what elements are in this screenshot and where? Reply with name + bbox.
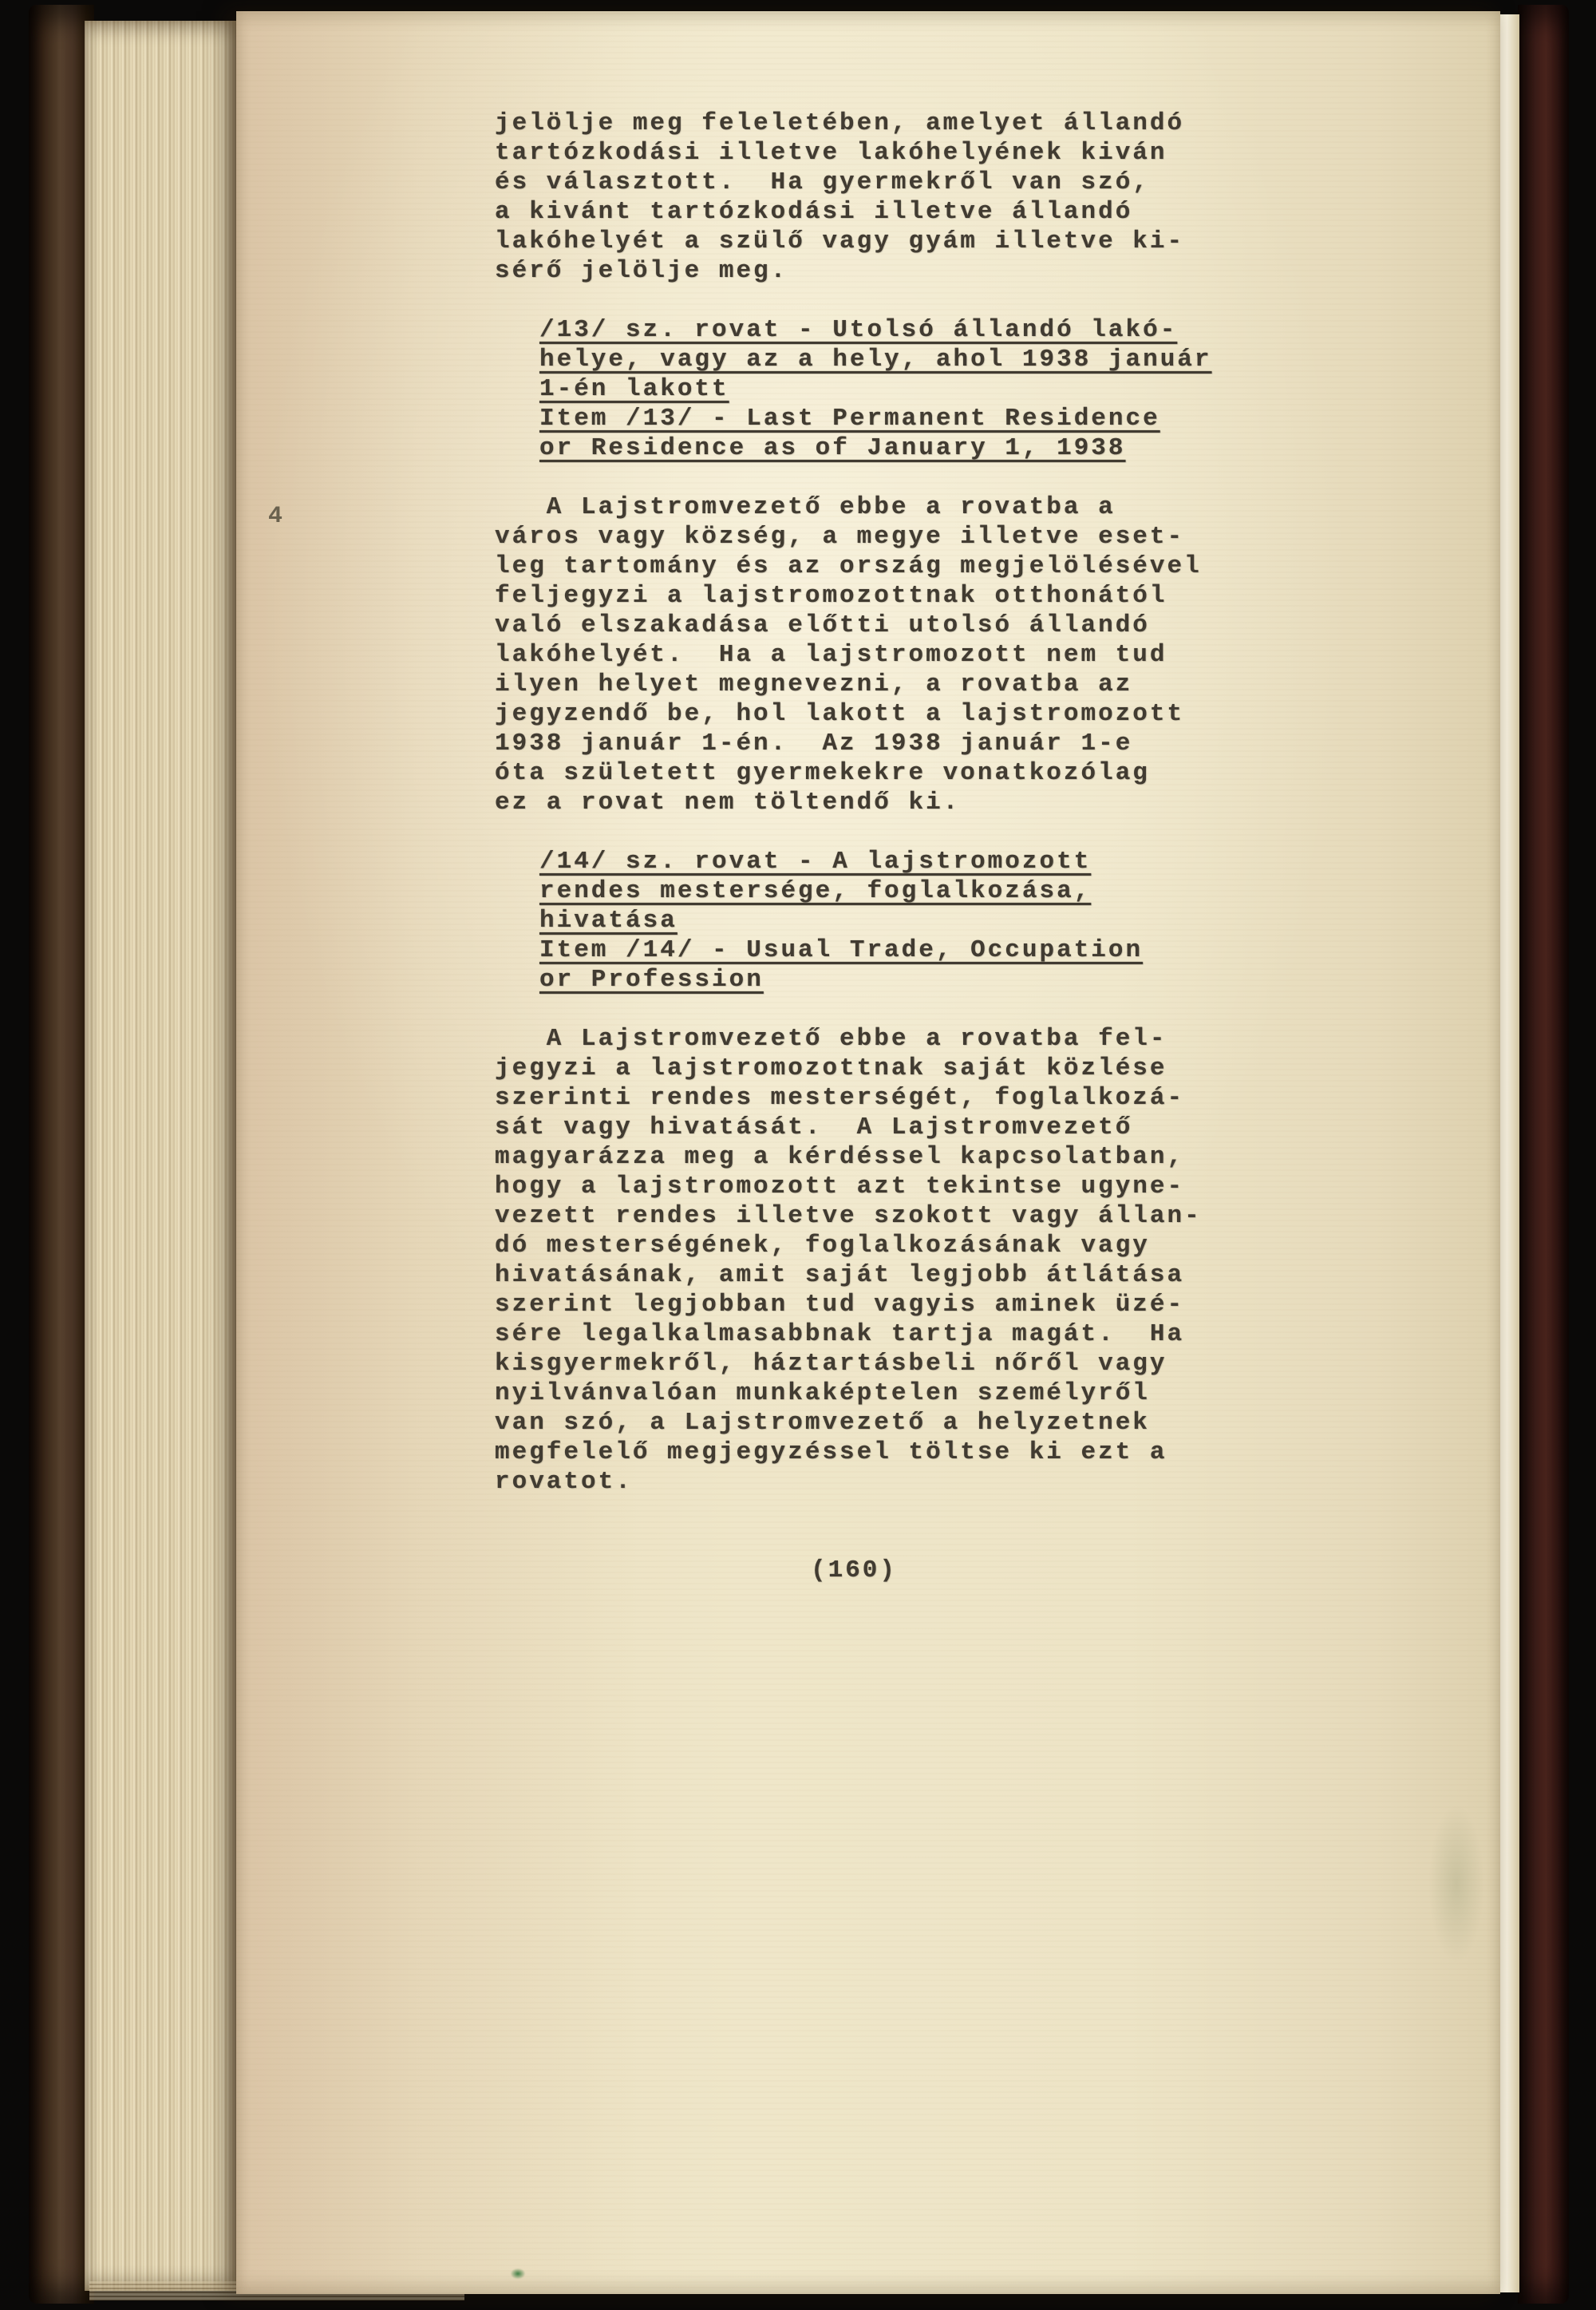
text-line: or Residence as of January 1, 1938: [539, 434, 1126, 462]
margin-note: 4: [268, 503, 283, 530]
paragraph: [495, 1024, 1213, 1497]
section-heading: [539, 315, 1213, 463]
text-line: vezett rendes illetve szokott vagy állan-: [495, 1202, 1202, 1230]
text-line: hivatása: [539, 907, 678, 935]
text-line: rovatot.: [495, 1468, 633, 1496]
text-line: lakóhelyét. Ha a lajstromozott nem tud: [495, 641, 1167, 669]
text-line: sát vagy hivatását. A Lajstromvezető: [495, 1113, 1133, 1141]
text-line: lakóhelyét a szülő vagy gyám illetve ki-: [495, 227, 1185, 255]
text-line: Item /13/ - Last Permanent Residence: [539, 405, 1160, 433]
text-line: sérő jelölje meg.: [495, 257, 788, 285]
text-line: a kivánt tartózkodási illetve állandó: [495, 198, 1133, 226]
text-line: város vagy község, a megye illetve eset-: [495, 523, 1185, 551]
text-line: A Lajstromvezető ebbe a rovatba a: [495, 493, 1116, 521]
text-line: leg tartomány és az ország megjelölésével: [495, 552, 1202, 580]
text-line: ilyen helyet megnevezni, a rovatba az: [495, 670, 1133, 698]
text-line: megfelelő megjegyzéssel töltse ki ezt a: [495, 1438, 1167, 1466]
paragraph: [495, 492, 1213, 817]
text-line: kisgyermekről, háztartásbeli nőről vagy: [495, 1350, 1167, 1378]
text-line: A Lajstromvezető ebbe a rovatba fel-: [495, 1025, 1167, 1053]
text-line: or Profession: [539, 966, 764, 994]
text-line: feljegyzi a lajstromozottnak otthonától: [495, 582, 1167, 610]
page-stack-edges: [85, 21, 239, 2291]
text-line: dó mesterségének, foglalkozásának vagy: [495, 1232, 1150, 1260]
book-cover-right: [1518, 5, 1569, 2304]
text-line: sére legalkalmasabbnak tartja magát. Ha: [495, 1320, 1185, 1348]
text-line: Item /14/ - Usual Trade, Occupation: [539, 936, 1144, 964]
book-page: [236, 11, 1500, 2294]
text-line: szerinti rendes mesterségét, foglalkozá-: [495, 1084, 1185, 1112]
text-line: rendes mestersége, foglalkozása,: [539, 877, 1092, 905]
text-line: 1-én lakott: [539, 375, 729, 403]
text-line: nyilvánvalóan munkaképtelen személyről: [495, 1379, 1150, 1407]
text-line: óta született gyermekekre vonatkozólag: [495, 759, 1150, 787]
text-line: jegyzendő be, hol lakott a lajstromozott: [495, 700, 1185, 728]
paragraph: [495, 109, 1213, 286]
underlying-page-edge: [1497, 14, 1519, 2292]
text-line: szerint legjobban tud vagyis aminek üzé-: [495, 1291, 1185, 1319]
text-line: jegyzi a lajstromozottnak saját közlése: [495, 1054, 1167, 1082]
text-line: van szó, a Lajstromvezető a helyzetnek: [495, 1409, 1150, 1437]
smudge-stain: [1428, 1804, 1484, 1964]
text-line: magyarázza meg a kérdéssel kapcsolatban,: [495, 1143, 1185, 1171]
page-number: (160): [810, 1556, 897, 1584]
text-line: hogy a lajstromozott azt tekintse ugyne-: [495, 1173, 1185, 1200]
text-line: ez a rovat nem töltendő ki.: [495, 789, 961, 817]
text-line: való elszakadása előtti utolsó állandó: [495, 611, 1150, 639]
text-line: tartózkodási illetve lakóhelyének kiván: [495, 139, 1167, 167]
section-heading: [539, 847, 1213, 995]
text-line: hivatásának, amit saját legjobb átlátása: [495, 1261, 1185, 1289]
text-line: /13/ sz. rovat - Utolsó állandó lakó-: [539, 316, 1178, 344]
text-line: helye, vagy az a hely, ahol 1938 január: [539, 346, 1212, 374]
text-line: /14/ sz. rovat - A lajstromozott: [539, 848, 1092, 876]
typewritten-text: [495, 109, 1213, 1585]
text-line: és választott. Ha gyermekről van szó,: [495, 168, 1150, 196]
text-line: 1938 január 1-én. Az 1938 január 1-e: [495, 730, 1133, 757]
green-stain: [511, 2268, 525, 2279]
text-line: jelölje meg feleletében, amelyet állandó: [495, 109, 1185, 137]
